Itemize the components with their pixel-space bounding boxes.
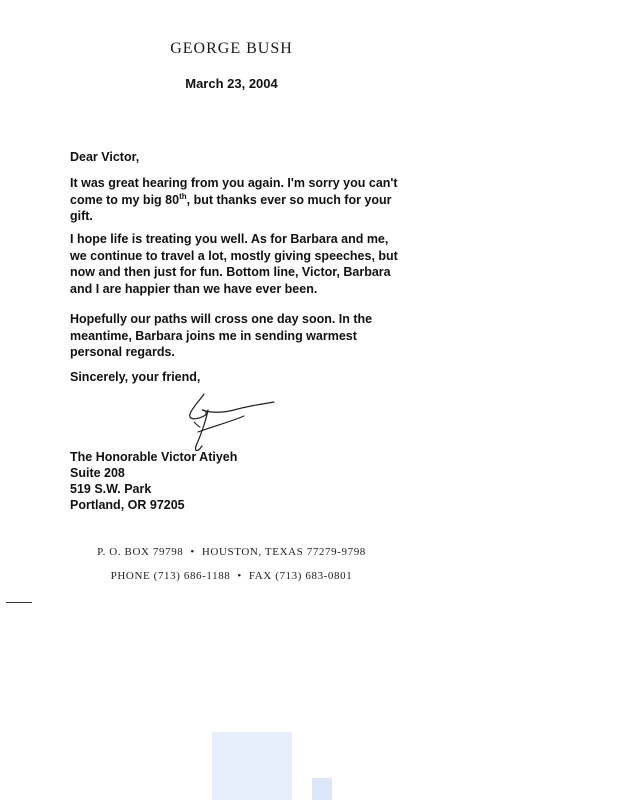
ordinal-suffix: th [179,191,187,201]
recipient-street: 519 S.W. Park [70,482,152,496]
scan-artifact-block [212,732,292,800]
handwritten-signature [178,386,278,458]
closing-text: Sincerely, your friend, [70,370,201,384]
footer-phone: PHONE (713) 686-1188 [110,570,231,582]
paragraph-1-text-a: It was great hearing from you again. I'm sorry you can't come to my big 80 [70,176,398,207]
recipient-name: The Honorable Victor Atiyeh [70,450,238,464]
footer-separator: • [237,570,242,582]
scan-edge-mark [6,602,32,603]
footer-city: HOUSTON, TEXAS 77279-9798 [201,546,366,558]
scan-artifact-square [312,778,332,800]
salutation [70,149,400,166]
salutation-text: Dear Victor, [70,150,140,164]
letterhead-name: GEORGE BUSH [170,40,293,57]
paragraph-1-text-b: , but thanks ever so much for your gift. [70,192,392,223]
paragraph-2 [70,231,400,297]
footer-contact-line [0,570,463,582]
footer-po-box: P. O. BOX 79798 [97,546,184,558]
recipient-suite: Suite 208 [70,466,125,480]
footer-fax: FAX (713) 683-0801 [248,570,353,582]
closing [70,369,400,386]
paragraph-2-text: I hope life is treating you well. As for Barbara and me, we continue to travel a lot, mostly giving speeches, but now and then just for fun. Bottom line, Victor, Barbara and I are happier than we have ever been. [70,232,398,296]
recipient-city: Portland, OR 97205 [70,498,185,512]
recipient-address [70,449,320,513]
footer-separator: • [190,546,195,558]
paragraph-1 [70,175,400,225]
letter-date: March 23, 2004 [185,76,278,91]
footer-address-line [0,546,463,558]
paragraph-3 [70,311,400,361]
paragraph-3-text: Hopefully our paths will cross one day soon. In the meantime, Barbara joins me in sending warmest personal regards. [70,312,373,359]
